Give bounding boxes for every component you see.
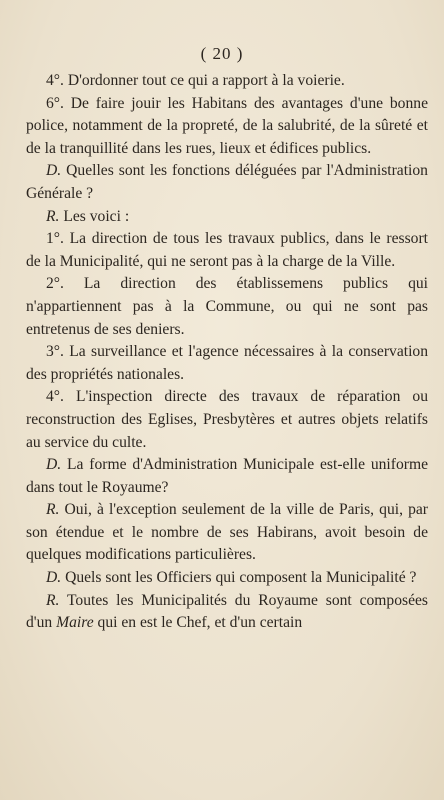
answer-label: R. [46, 207, 60, 225]
answer-label: R. [46, 501, 60, 519]
paragraph [26, 341, 428, 386]
paragraph [26, 228, 428, 273]
paragraph-text: 2°. La direction des établissemens publics qui n'appartiennent pas à la Commune, ou qui ne sont pas entretenus de ses deniers. [26, 275, 428, 338]
question-paragraph [26, 567, 428, 590]
italic-word: Maire [56, 614, 94, 632]
answer-paragraph [26, 590, 428, 635]
paragraph [26, 93, 428, 161]
question-label: D. [46, 456, 62, 474]
question-label: D. [46, 162, 62, 180]
paragraph-text: 1°. La direction de tous les travaux publics, dans le ressort de la Municipalité, qui ne seront pas à la charge de la Ville. [26, 230, 428, 270]
paragraph-text: Oui, à l'exception seulement de la ville de Paris, qui, par son étendue et le nombre de ses Habirans, avoit besoin de quelques modifications particulières. [26, 501, 428, 564]
paragraph [26, 273, 428, 341]
paragraph-text: Quelles sont les fonctions déléguées par l'Administration Générale ? [26, 162, 428, 202]
answer-label: R. [46, 591, 60, 609]
answer-paragraph [26, 206, 428, 229]
answer-paragraph [26, 499, 428, 567]
question-paragraph [26, 454, 428, 499]
paragraph [26, 70, 428, 93]
paragraph-text: 6°. De faire jouir les Habitans des avantages d'une bonne police, notamment de la propreté, de la salubrité, de la sûreté et de la tranquillité dans les rues, lieux et édifices publics. [26, 94, 428, 157]
paragraph-text: Quels sont les Officiers qui composent la Municipalité ? [65, 569, 417, 587]
paragraph-text: Les voici : [63, 207, 130, 225]
paragraph-text: 3°. La surveillance et l'agence nécessaires à la conservation des propriétés nationales. [26, 343, 428, 383]
page-number: ( 20 ) [200, 44, 244, 63]
question-paragraph [26, 160, 428, 205]
paragraph-text: Toutes les Municipalités du Royaume sont composées d'un [26, 591, 428, 632]
paragraph-text: La forme d'Administration Municipale est-elle uniforme dans tout le Royaume? [26, 456, 428, 496]
paragraph-text-after: qui en est le Chef, et d'un certain [93, 614, 303, 632]
paragraph [26, 386, 428, 454]
page-body [26, 70, 428, 635]
paragraph-text: 4°. L'inspection directe des travaux de réparation ou reconstruction des Eglises, Presbytères et autres objets relatifs au service du culte. [26, 388, 428, 451]
paragraph-text: 4°. D'ordonner tout ce qui a rapport à la voierie. [46, 72, 345, 89]
question-label: D. [46, 569, 62, 587]
